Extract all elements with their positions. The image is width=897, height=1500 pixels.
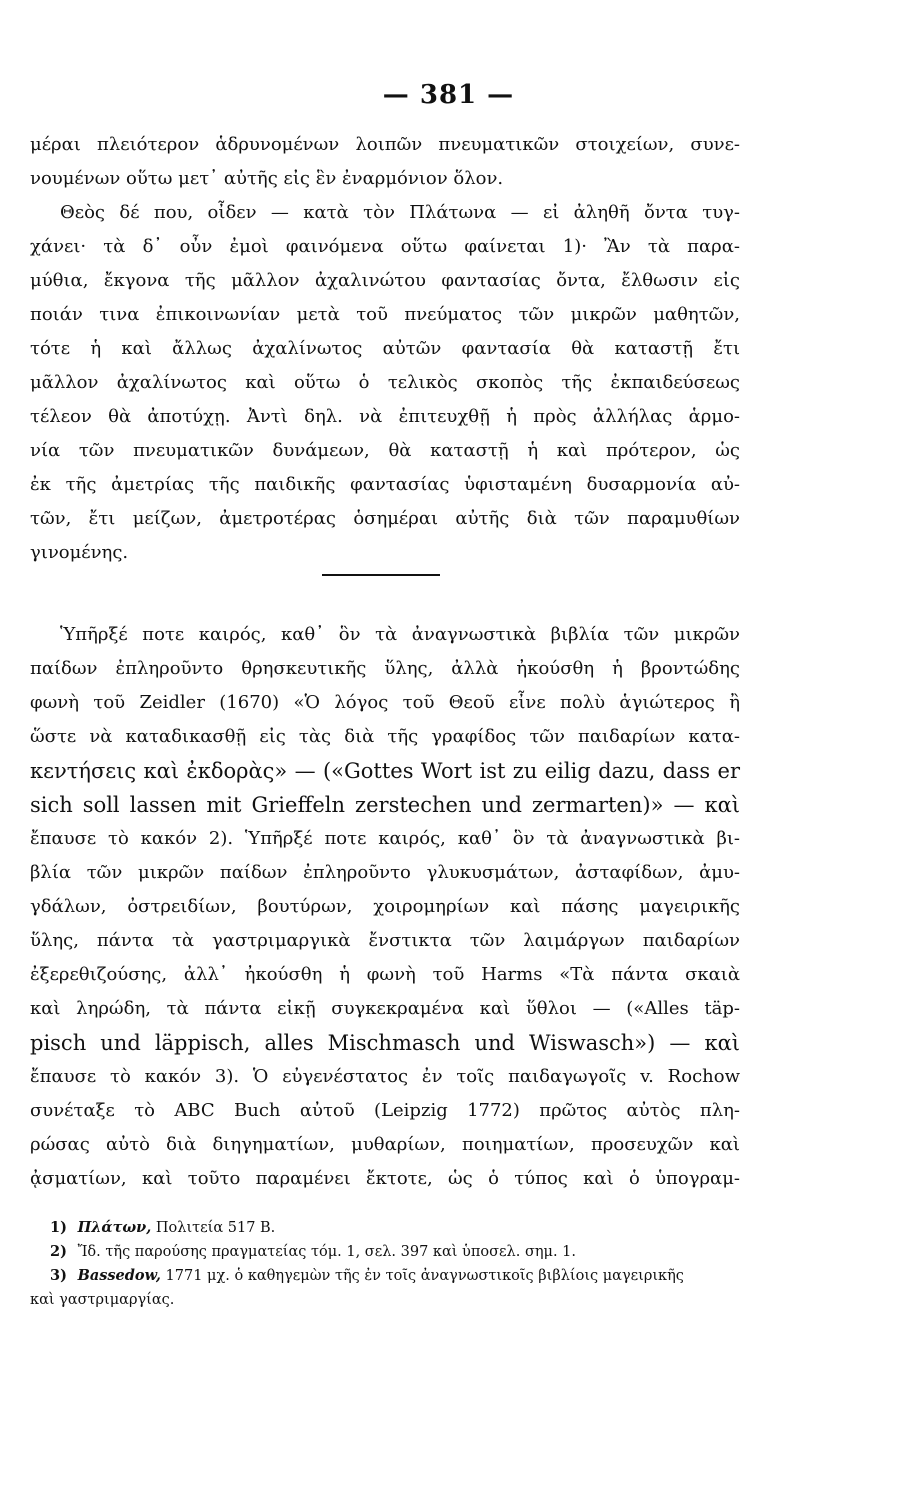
text-line: χάνει· τὰ δ᾽ οὖν ἐμοὶ φαινόμενα οὕτω φαίνεται 1)· Ἂν τὰ παρα- <box>30 236 740 257</box>
text-line: κεντήσεις καὶ ἐκδορὰς» — («Gottes Wort ist zu eilig dazu, dass er <box>30 759 740 783</box>
text-line: τῶν, ἔτι μείζων, ἀμετροτέρας ὁσημέραι αὐτῆς διὰ τῶν παραμυθίων <box>30 508 740 529</box>
text-line: μύθια, ἔκγονα τῆς μᾶλλον ἀχαλινώτου φαντασίας ὄντα, ἔλθωσιν εἰς <box>30 270 740 291</box>
text-line: ρώσας αὐτὸ διὰ διηγηματίων, μυθαρίων, ποιηματίων, προσευχῶν καὶ <box>30 1134 740 1155</box>
text-line: γδάλων, ὀστρειδίων, βουτύρων, χοιρομηρίων καὶ πάσης μαγειρικῆς <box>30 896 740 917</box>
footnote <box>30 1240 740 1264</box>
footnote-author: Bassedow, <box>77 1267 161 1284</box>
text-line: μέραι πλειότερον ἁδρυνομένων λοιπῶν πνευματικῶν στοιχείων, συνε- <box>30 134 740 155</box>
text-line: τότε ἡ καὶ ἄλλως ἀχαλίνωτος αὐτῶν φαντασία θὰ καταστῇ ἔτι <box>30 338 740 359</box>
footnotes <box>30 1216 740 1312</box>
footnote <box>30 1264 740 1288</box>
text-line: ὕλης, πάντα τὰ γαστριμαργικὰ ἔνστικτα τῶν λαιμάργων παιδαρίων <box>30 930 740 951</box>
footnote <box>30 1216 740 1240</box>
footnote-number: 2) <box>50 1243 67 1260</box>
text-line: νία τῶν πνευματικῶν δυνάμεων, θὰ καταστῇ ἡ καὶ πρότερον, ὡς <box>30 440 740 461</box>
section-separator <box>322 574 440 576</box>
text-line: sich soll lassen mit Grieffeln zerstechen und zermarten)» — καὶ <box>30 793 740 817</box>
footnote-text: 1771 μχ. ὁ καθηγεμὼν τῆς ἐν τοῖς ἀναγνωστικοῖς βιβλίοις μαγειρικῆς <box>165 1268 684 1284</box>
main-text-lower <box>30 618 740 1196</box>
text-line: ἐκ τῆς ἀμετρίας τῆς παιδικῆς φαντασίας ὑφισταμένη δυσαρμονία αὐ- <box>30 474 740 495</box>
footnote-number: 3) <box>50 1267 67 1284</box>
text-line: Θεὸς δέ που, οἶδεν — κατὰ τὸν Πλάτωνα — εἰ ἀληθῆ ὄντα τυγ- <box>60 202 740 223</box>
footnote-number: 1) <box>50 1219 67 1236</box>
text-line: καὶ ληρώδη, τὰ πάντα εἰκῇ συγκεκραμένα καὶ ὕθλοι — («Alles täp- <box>30 998 740 1019</box>
text-line: παίδων ἐπληροῦντο θρησκευτικῆς ὕλης, ἀλλὰ ἠκούσθη ἡ βροντώδης <box>30 658 740 679</box>
footnote-text: Ἴδ. τῆς παρούσης πραγματείας τόμ. 1, σελ. 397 καὶ ὑποσελ. σημ. 1. <box>77 1244 577 1260</box>
text-line: ἔπαυσε τὸ κακόν 3). Ὁ εὐγενέστατος ἐν τοῖς παιδαγωγοῖς v. Rochow <box>30 1066 740 1087</box>
text-line: ποιάν τινα ἐπικοινωνίαν μετὰ τοῦ πνεύματος τῶν μικρῶν μαθητῶν, <box>30 304 740 325</box>
text-line: συνέταξε τὸ ABC Buch αὐτοῦ (Leipzig 1772) πρῶτος αὐτὸς πλη- <box>30 1100 740 1121</box>
text-line: ἐξερεθιζούσης, ἀλλ᾽ ἠκούσθη ἡ φωνὴ τοῦ Harms «Τὰ πάντα σκαιὰ <box>30 964 740 985</box>
footnote-text: Πολιτεία 517 B. <box>155 1220 276 1236</box>
footnote-author: Πλάτων, <box>77 1219 152 1236</box>
text-line: ᾀσματίων, καὶ τοῦτο παραμένει ἔκτοτε, ὡς ὁ τύπος καὶ ὁ ὑπογραμ- <box>30 1168 740 1189</box>
text-line: ὥστε νὰ καταδικασθῇ εἰς τὰς διὰ τῆς γραφίδος τῶν παιδαρίων κατα- <box>30 726 740 747</box>
main-text-upper <box>30 128 740 570</box>
footnote-continuation: καὶ γαστριμαργίας. <box>30 1292 175 1308</box>
text-line: ἔπαυσε τὸ κακόν 2). Ὑπῆρξέ ποτε καιρός, καθ᾽ ὃν τὰ ἀναγνωστικὰ βι- <box>30 828 740 849</box>
text-line: φωνὴ τοῦ Zeidler (1670) «Ὁ λόγος τοῦ Θεοῦ εἶνε πολὺ ἁγιώτερος ἢ <box>30 692 740 713</box>
text-line: μᾶλλον ἀχαλίνωτος καὶ οὕτω ὁ τελικὸς σκοπὸς τῆς ἐκπαιδεύσεως <box>30 372 740 393</box>
text-line: Ὑπῆρξέ ποτε καιρός, καθ᾽ ὃν τὰ ἀναγνωστικὰ βιβλία τῶν μικρῶν <box>60 624 740 645</box>
page-number: — 381 — <box>382 80 515 110</box>
text-line: γινομένης. <box>30 542 129 563</box>
text-line: pisch und läppisch, alles Mischmasch und Wiswasch») — καὶ <box>30 1031 740 1055</box>
text-line: νουμένων οὕτω μετ᾽ αὐτῆς εἰς ἓν ἐναρμόνιον ὅλον. <box>30 168 504 189</box>
text-line: τέλεον θὰ ἀποτύχῃ. Ἀντὶ δηλ. νὰ ἐπιτευχθῇ ἡ πρὸς ἀλλήλας ἁρμο- <box>30 406 740 427</box>
text-line: βλία τῶν μικρῶν παίδων ἐπληροῦντο γλυκυσμάτων, ἀσταφίδων, ἀμυ- <box>30 862 740 883</box>
